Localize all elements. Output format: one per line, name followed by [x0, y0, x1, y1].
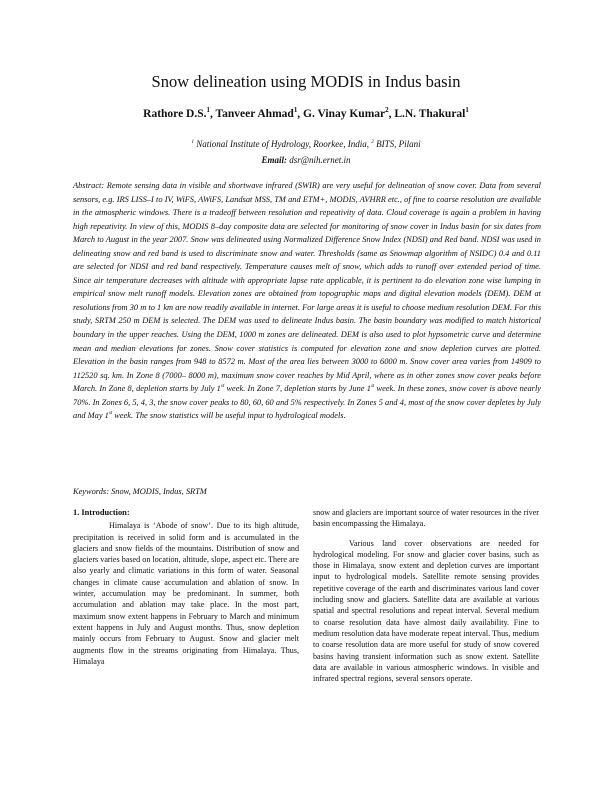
paper-title: Snow delineation using MODIS in Indus basin — [151, 72, 461, 91]
author-name: L.N. Thakural — [394, 108, 466, 120]
author-name: Tanveer Ahmad — [215, 108, 294, 120]
affiliation-text: BITS, Pilani — [373, 139, 421, 149]
affiliation-mark: 1 — [191, 139, 195, 145]
abstract-text: Abstract: Remote sensing data in visible and shortwave infrared (SWIR) are very useful for delineation of snow cover. Data from several sensors, e.g. IRS LISS–I to IV, WiFS, AWiFS, Landsat MSS, TM and ETM+, MODIS, AVHRR etc., of fine to coarse resolution are available in the atmospheric windows. There is a tradeoff between resolution and repeativity of data. Cloud coverage is again a problem in having high repeativity. In view of this, MODIS 8–day composite data are selected for monitoring of snow cover in Indus basin for six dates from March to August in the year 2007. Snow was delineated using Normalized Difference Snow Index (NDSI) and Red band. NDSI was used in delineating snow and red band is used to discriminate snow and water. Thresholds (same as Snowmap algorithm of NSIDC) 0.4 and 0.11 are selected for NDSI and red band respectively. Temperature causes melt of snow, which adds to runoff over extended period of time. Since air temperature decreases with altitude with appropriate lapse rate applicable, it is pertinent to do elevation zone wise lumping in empirical snow melt runoff models. Elevation zones are obtained from topographic maps and digital elevation models (DEM). DEM at resolutions from 30 m to 1 km are now readily available in internet. For large areas it is useful to choose medium resolution DEM. For this study, SRTM 250 m DEM is selected. The DEM was used to delineate Indus basin. The basin boundary was modified to match historical boundary in the upper reaches. Using the DEM, 1000 m zones are delineated. DEM is also used to plot hypsometric curve and determine mean and median elevations for zones. Snow cover statistics is computed for elevation zone and snow depletion curves are plotted. Elevation in the basin ranges from 948 to 8572 m. Most of the area lies between 3000 to 6000 m. Snow cover area varies from 14909 to 112520 sq. km. In Zone 8 (7000– 8000 m), maximum snow cover reaches by Mid April, where as in other zones snow cover peaks before March. In Zone 8, depletion starts by July 1 — [73, 181, 541, 394]
author-separator: , — [297, 108, 304, 120]
author-affiliation-mark: 2 — [385, 107, 389, 115]
body-paragraph: Various land cover observations are needed for hydrological modeling. For snow and glacier cover basins, such as those in Himalaya, snow extent and depletion curves are important input to hydrological models. Satellite remote sensing provides repetitive coverage of the earth and discriminates various land cover including snow and glaciers. Satellite data are available at various spatial and spectral resolutions and repeat interval. Several medium to coarse resolution data have almost daily availability. Fine to medium resolution data have moderate repeat interval. Thus, medium to coarse resolution data are more useful for study of snow covered basins having transient information such as snow extent. Satellite data are available in various atmospheric windows. In visible and infrared spectral regions, several sensors operate. — [313, 538, 539, 684]
section-heading-introduction: 1. Introduction: — [73, 508, 130, 517]
abstract — [73, 179, 541, 423]
abstract-text: week. In these zones, snow cover is above nearly 70%. In Zones 6, 5, 4, 3, the snow cover peaks to 80, 60, 60 and 5% respectively. In Zones 5 and 4, most of the snow cover depletes by July and May 1 — [73, 384, 541, 421]
author-affiliation-mark: 1 — [206, 107, 210, 115]
affiliation-line — [0, 139, 612, 149]
body-paragraph: Himalaya is ‘Abode of snow’. Due to its high altitude, precipitation is received in solid form and is accumulated in the glaciers and snow fields of the mountains. Distribution of snow and glaciers varies based on location, altitude, slope, aspect etc. There are also yearly and climatic variations in this form of water. Seasonal changes in climate cause accumulation and ablation of snow. In winter, accumulation may be predominant. In summer, both accumulation and ablation may take place. In the most part, maximum snow extent happens in February to March and minimum extent happens in July and August months. Thus, snow depletion mainly occurs from February to August. Snow and glacier melt augments flow in the streams originating from Himalaya. Thus, Himalaya — [73, 521, 299, 666]
author-name: G. Vinay Kumar — [303, 108, 386, 120]
body-column-left — [73, 507, 299, 667]
body-column-right — [313, 507, 539, 684]
author-affiliation-mark: 1 — [293, 107, 298, 115]
author-affiliation-mark: 1 — [465, 107, 469, 115]
author-separator: , — [388, 108, 395, 120]
abstract-text: week. The snow statistics will be useful input to hydrological models. — [112, 411, 346, 421]
ordinal-suffix: st — [108, 411, 113, 417]
author-list — [0, 108, 612, 120]
email-label: Email: — [261, 155, 287, 165]
email-address[interactable]: dsr@nih.ernet.in — [286, 155, 351, 165]
keywords: Keywords: Snow, MODIS, Indus, SRTM — [73, 487, 207, 496]
ordinal-suffix: st — [220, 384, 225, 390]
ordinal-suffix: st — [370, 384, 375, 390]
affiliation-mark: 2 — [371, 139, 374, 145]
affiliation-text: National Institute of Hydrology, Roorkee, India, — [194, 139, 372, 149]
author-name: Rathore D.S. — [143, 108, 207, 120]
author-separator: , — [209, 108, 216, 120]
email-line — [0, 155, 612, 165]
body-paragraph: snow and glaciers are important source of water resources in the river basin encompassing the Himalaya. — [313, 508, 539, 529]
abstract-text: week. In Zone 7, depletion starts by June 1 — [224, 384, 371, 394]
